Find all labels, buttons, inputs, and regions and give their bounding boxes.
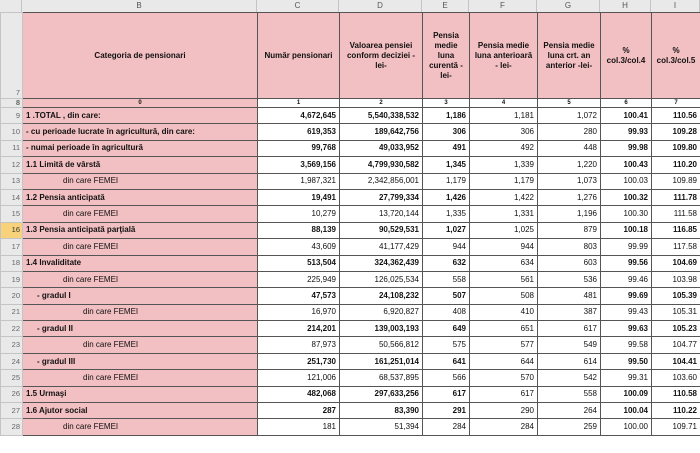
- value-cell[interactable]: 1,426: [423, 189, 470, 205]
- value-cell[interactable]: 803: [538, 239, 601, 255]
- value-cell[interactable]: 100.03: [601, 173, 652, 189]
- row-number[interactable]: 28: [1, 419, 23, 435]
- column-header[interactable]: G: [537, 0, 600, 12]
- value-cell[interactable]: 99.46: [601, 271, 652, 287]
- header-cell[interactable]: Pensia medie luna curentă -lei-: [423, 13, 470, 99]
- index-cell[interactable]: 5: [538, 99, 601, 108]
- pension-table: [0, 12, 700, 436]
- value-cell[interactable]: 651: [470, 321, 538, 337]
- header-row: [1, 13, 700, 99]
- value-cell[interactable]: 2,342,856,001: [340, 173, 423, 189]
- value-cell[interactable]: 104.77: [652, 337, 700, 353]
- category-cell[interactable]: din care FEMEI: [23, 271, 258, 287]
- value-cell[interactable]: 259: [538, 419, 601, 435]
- category-cell[interactable]: 1.3 Pensia anticipată parţială: [23, 222, 258, 238]
- value-cell[interactable]: 617: [423, 386, 470, 402]
- value-cell[interactable]: 90,529,531: [340, 222, 423, 238]
- value-cell[interactable]: 290: [470, 403, 538, 419]
- table-row: [1, 370, 700, 386]
- value-cell[interactable]: 1,196: [538, 206, 601, 222]
- value-cell[interactable]: 87,973: [258, 337, 340, 353]
- value-cell[interactable]: 536: [538, 271, 601, 287]
- value-cell[interactable]: 10,279: [258, 206, 340, 222]
- value-cell[interactable]: 41,177,429: [340, 239, 423, 255]
- value-cell[interactable]: 291: [423, 403, 470, 419]
- value-cell[interactable]: 104.69: [652, 255, 700, 271]
- value-cell[interactable]: 4,799,930,582: [340, 157, 423, 173]
- value-cell[interactable]: 117.58: [652, 239, 700, 255]
- value-cell[interactable]: 181: [258, 419, 340, 435]
- value-cell[interactable]: 1,073: [538, 173, 601, 189]
- value-cell[interactable]: 51,394: [340, 419, 423, 435]
- value-cell[interactable]: 513,504: [258, 255, 340, 271]
- category-cell[interactable]: 1.4 Invaliditate: [23, 255, 258, 271]
- category-cell[interactable]: din care FEMEI: [23, 206, 258, 222]
- category-cell[interactable]: - numai perioade în agricultură: [23, 140, 258, 156]
- value-cell[interactable]: 110.56: [652, 108, 700, 124]
- value-cell[interactable]: 100.18: [601, 222, 652, 238]
- value-cell[interactable]: 387: [538, 304, 601, 320]
- value-cell[interactable]: 649: [423, 321, 470, 337]
- table-row: [1, 337, 700, 353]
- value-cell[interactable]: 280: [538, 124, 601, 140]
- row-number[interactable]: 12: [1, 157, 23, 173]
- value-cell[interactable]: 189,642,756: [340, 124, 423, 140]
- value-cell[interactable]: 225,949: [258, 271, 340, 287]
- value-cell[interactable]: 1,181: [470, 108, 538, 124]
- value-cell[interactable]: 408: [423, 304, 470, 320]
- value-cell[interactable]: 561: [470, 271, 538, 287]
- value-cell[interactable]: 297,633,256: [340, 386, 423, 402]
- value-cell[interactable]: 88,139: [258, 222, 340, 238]
- column-header[interactable]: C: [257, 0, 339, 12]
- value-cell[interactable]: 508: [470, 288, 538, 304]
- value-cell[interactable]: 251,730: [258, 353, 340, 369]
- category-cell[interactable]: din care FEMEI: [23, 419, 258, 435]
- row-number[interactable]: 9: [1, 108, 23, 124]
- index-cell[interactable]: 1: [258, 99, 340, 108]
- value-cell[interactable]: 410: [470, 304, 538, 320]
- value-cell[interactable]: 482,068: [258, 386, 340, 402]
- value-cell[interactable]: 103.98: [652, 271, 700, 287]
- value-cell[interactable]: 109.89: [652, 173, 700, 189]
- value-cell[interactable]: 99.93: [601, 124, 652, 140]
- table-row: [1, 222, 700, 238]
- value-cell[interactable]: 110.58: [652, 386, 700, 402]
- category-cell[interactable]: din care FEMEI: [23, 173, 258, 189]
- category-cell[interactable]: - gradul II: [23, 321, 258, 337]
- row-number[interactable]: 22: [1, 321, 23, 337]
- table-row: [1, 239, 700, 255]
- value-cell[interactable]: 306: [423, 124, 470, 140]
- row-number[interactable]: 13: [1, 173, 23, 189]
- row-number[interactable]: 25: [1, 370, 23, 386]
- value-cell[interactable]: 110.22: [652, 403, 700, 419]
- header-cell[interactable]: Categoria de pensionari: [23, 13, 258, 99]
- category-cell[interactable]: din care FEMEI: [23, 304, 258, 320]
- header-cell[interactable]: Valoarea pensiei conform deciziei -lei-: [340, 13, 423, 99]
- category-cell[interactable]: din care FEMEI: [23, 370, 258, 386]
- table-row: [1, 386, 700, 402]
- value-cell[interactable]: 632: [423, 255, 470, 271]
- table-row: [1, 124, 700, 140]
- value-cell[interactable]: 43,609: [258, 239, 340, 255]
- header-cell[interactable]: Număr pensionari: [258, 13, 340, 99]
- value-cell[interactable]: 99.50: [601, 353, 652, 369]
- row-number[interactable]: 16: [1, 222, 23, 238]
- value-cell[interactable]: 49,033,952: [340, 140, 423, 156]
- column-header[interactable]: D: [339, 0, 422, 12]
- value-cell[interactable]: 214,201: [258, 321, 340, 337]
- column-header[interactable]: F: [469, 0, 537, 12]
- row-number[interactable]: 15: [1, 206, 23, 222]
- value-cell[interactable]: 126,025,534: [340, 271, 423, 287]
- value-cell[interactable]: 100.32: [601, 189, 652, 205]
- value-cell[interactable]: 1,339: [470, 157, 538, 173]
- value-cell[interactable]: 306: [470, 124, 538, 140]
- table-row: [1, 157, 700, 173]
- header-cell[interactable]: Pensia medie luna crt. an anterior -lei-: [538, 13, 601, 99]
- row-number[interactable]: 17: [1, 239, 23, 255]
- value-cell[interactable]: 1,220: [538, 157, 601, 173]
- value-cell[interactable]: 100.41: [601, 108, 652, 124]
- row-number[interactable]: 10: [1, 124, 23, 140]
- category-cell[interactable]: din care FEMEI: [23, 239, 258, 255]
- row-number[interactable]: 24: [1, 353, 23, 369]
- table-row: [1, 108, 700, 124]
- value-cell[interactable]: 287: [258, 403, 340, 419]
- category-cell[interactable]: 1.2 Pensia anticipată: [23, 189, 258, 205]
- value-cell[interactable]: 50,566,812: [340, 337, 423, 353]
- category-cell[interactable]: - gradul I: [23, 288, 258, 304]
- value-cell[interactable]: 284: [423, 419, 470, 435]
- value-cell[interactable]: 284: [470, 419, 538, 435]
- column-header[interactable]: H: [600, 0, 651, 12]
- table-row: [1, 189, 700, 205]
- table-row: [1, 140, 700, 156]
- value-cell[interactable]: 1,345: [423, 157, 470, 173]
- index-cell[interactable]: 2: [340, 99, 423, 108]
- value-cell[interactable]: 99.98: [601, 140, 652, 156]
- value-cell[interactable]: 99,768: [258, 140, 340, 156]
- value-cell[interactable]: 100.04: [601, 403, 652, 419]
- value-cell[interactable]: 99.31: [601, 370, 652, 386]
- value-cell[interactable]: 481: [538, 288, 601, 304]
- value-cell[interactable]: 121,006: [258, 370, 340, 386]
- value-cell[interactable]: 634: [470, 255, 538, 271]
- value-cell[interactable]: 1,987,321: [258, 173, 340, 189]
- value-cell[interactable]: 16,970: [258, 304, 340, 320]
- value-cell[interactable]: 83,390: [340, 403, 423, 419]
- category-cell[interactable]: 1.1 Limită de vârstă: [23, 157, 258, 173]
- value-cell[interactable]: 1,072: [538, 108, 601, 124]
- value-cell[interactable]: 558: [538, 386, 601, 402]
- header-cell[interactable]: Pensia medie luna anterioară - lei-: [470, 13, 538, 99]
- value-cell[interactable]: 111.58: [652, 206, 700, 222]
- value-cell[interactable]: 105.39: [652, 288, 700, 304]
- index-cell[interactable]: 4: [470, 99, 538, 108]
- value-cell[interactable]: 491: [423, 140, 470, 156]
- row-number[interactable]: 23: [1, 337, 23, 353]
- value-cell[interactable]: 507: [423, 288, 470, 304]
- row-number[interactable]: 7: [1, 13, 23, 99]
- value-cell[interactable]: 1,179: [423, 173, 470, 189]
- value-cell[interactable]: 492: [470, 140, 538, 156]
- value-cell[interactable]: 109.80: [652, 140, 700, 156]
- value-cell[interactable]: 24,108,232: [340, 288, 423, 304]
- value-cell[interactable]: 100.30: [601, 206, 652, 222]
- table-row: [1, 304, 700, 320]
- value-cell[interactable]: 3,569,156: [258, 157, 340, 173]
- table-row: [1, 419, 700, 435]
- value-cell[interactable]: 5,540,338,532: [340, 108, 423, 124]
- column-header[interactable]: I: [651, 0, 700, 12]
- value-cell[interactable]: 944: [423, 239, 470, 255]
- value-cell[interactable]: 100.43: [601, 157, 652, 173]
- value-cell[interactable]: 944: [470, 239, 538, 255]
- index-cell[interactable]: 0: [23, 99, 258, 108]
- value-cell[interactable]: 566: [423, 370, 470, 386]
- column-index-row: [1, 99, 700, 108]
- value-cell[interactable]: 99.69: [601, 288, 652, 304]
- index-cell[interactable]: 3: [423, 99, 470, 108]
- value-cell[interactable]: 1,027: [423, 222, 470, 238]
- header-cell[interactable]: % col.3/col.4: [601, 13, 652, 99]
- table-row: [1, 353, 700, 369]
- index-cell[interactable]: 7: [652, 99, 700, 108]
- value-cell[interactable]: 161,251,014: [340, 353, 423, 369]
- category-cell[interactable]: din care FEMEI: [23, 337, 258, 353]
- value-cell[interactable]: 619,353: [258, 124, 340, 140]
- table-row: [1, 173, 700, 189]
- table-row: [1, 255, 700, 271]
- value-cell[interactable]: 68,537,895: [340, 370, 423, 386]
- row-number[interactable]: 20: [1, 288, 23, 304]
- value-cell[interactable]: 100.09: [601, 386, 652, 402]
- value-cell[interactable]: 617: [470, 386, 538, 402]
- value-cell[interactable]: 1,179: [470, 173, 538, 189]
- value-cell[interactable]: 13,720,144: [340, 206, 423, 222]
- value-cell[interactable]: 111.78: [652, 189, 700, 205]
- value-cell[interactable]: 549: [538, 337, 601, 353]
- table-row: [1, 288, 700, 304]
- value-cell[interactable]: 105.23: [652, 321, 700, 337]
- value-cell[interactable]: 116.85: [652, 222, 700, 238]
- value-cell[interactable]: 448: [538, 140, 601, 156]
- category-cell[interactable]: 1 .TOTAL , din care:: [23, 108, 258, 124]
- value-cell[interactable]: 603: [538, 255, 601, 271]
- value-cell[interactable]: 641: [423, 353, 470, 369]
- column-header[interactable]: E: [422, 0, 469, 12]
- value-cell[interactable]: 1,422: [470, 189, 538, 205]
- category-cell[interactable]: - gradul III: [23, 353, 258, 369]
- value-cell[interactable]: 99.43: [601, 304, 652, 320]
- category-cell[interactable]: - cu perioade lucrate în agricultură, din care:: [23, 124, 258, 140]
- value-cell[interactable]: 99.99: [601, 239, 652, 255]
- value-cell[interactable]: 6,920,827: [340, 304, 423, 320]
- value-cell[interactable]: 104.41: [652, 353, 700, 369]
- value-cell[interactable]: 264: [538, 403, 601, 419]
- index-cell[interactable]: 6: [601, 99, 652, 108]
- value-cell[interactable]: 570: [470, 370, 538, 386]
- value-cell[interactable]: 614: [538, 353, 601, 369]
- value-cell[interactable]: 139,003,193: [340, 321, 423, 337]
- value-cell[interactable]: 1,025: [470, 222, 538, 238]
- value-cell[interactable]: 103.60: [652, 370, 700, 386]
- value-cell[interactable]: 109.71: [652, 419, 700, 435]
- value-cell[interactable]: 105.31: [652, 304, 700, 320]
- value-cell[interactable]: 100.00: [601, 419, 652, 435]
- value-cell[interactable]: 577: [470, 337, 538, 353]
- column-header[interactable]: B: [22, 0, 257, 12]
- value-cell[interactable]: 1,331: [470, 206, 538, 222]
- row-number[interactable]: 21: [1, 304, 23, 320]
- row-number[interactable]: 27: [1, 403, 23, 419]
- value-cell[interactable]: 558: [423, 271, 470, 287]
- value-cell[interactable]: 99.58: [601, 337, 652, 353]
- value-cell[interactable]: 27,799,334: [340, 189, 423, 205]
- value-cell[interactable]: 99.63: [601, 321, 652, 337]
- row-number[interactable]: 18: [1, 255, 23, 271]
- row-number[interactable]: 26: [1, 386, 23, 402]
- value-cell[interactable]: 47,573: [258, 288, 340, 304]
- row-number[interactable]: 8: [1, 99, 23, 108]
- value-cell[interactable]: 644: [470, 353, 538, 369]
- value-cell[interactable]: 1,276: [538, 189, 601, 205]
- value-cell[interactable]: 110.20: [652, 157, 700, 173]
- table-row: [1, 321, 700, 337]
- value-cell[interactable]: 324,362,439: [340, 255, 423, 271]
- value-cell[interactable]: 542: [538, 370, 601, 386]
- value-cell[interactable]: 617: [538, 321, 601, 337]
- category-cell[interactable]: 1.5 Urmaşi: [23, 386, 258, 402]
- value-cell[interactable]: 575: [423, 337, 470, 353]
- table-row: [1, 403, 700, 419]
- value-cell[interactable]: 19,491: [258, 189, 340, 205]
- value-cell[interactable]: 1,186: [423, 108, 470, 124]
- row-number[interactable]: 19: [1, 271, 23, 287]
- value-cell[interactable]: 4,672,645: [258, 108, 340, 124]
- value-cell[interactable]: 1,335: [423, 206, 470, 222]
- row-number[interactable]: 11: [1, 140, 23, 156]
- select-all-corner[interactable]: [0, 0, 22, 12]
- value-cell[interactable]: 109.28: [652, 124, 700, 140]
- header-cell[interactable]: % col.3/col.5: [652, 13, 700, 99]
- table-row: [1, 206, 700, 222]
- category-cell[interactable]: 1.6 Ajutor social: [23, 403, 258, 419]
- table-row: [1, 271, 700, 287]
- row-number[interactable]: 14: [1, 189, 23, 205]
- value-cell[interactable]: 99.56: [601, 255, 652, 271]
- value-cell[interactable]: 879: [538, 222, 601, 238]
